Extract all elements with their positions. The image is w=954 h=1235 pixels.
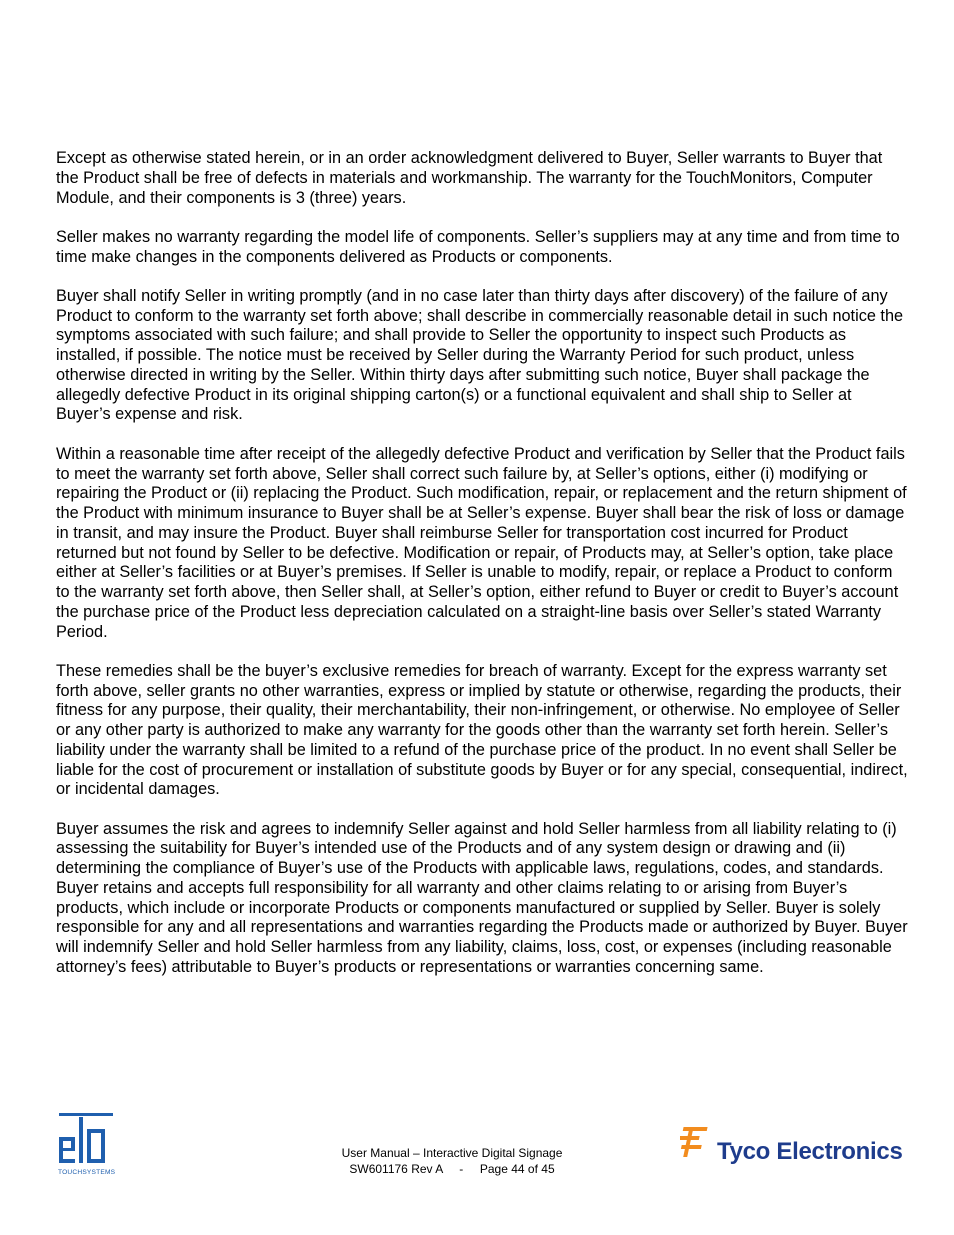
elo-touchsystems-logo <box>57 1109 117 1177</box>
page-footer <box>0 1105 954 1185</box>
paragraph-notification: Buyer shall notify Seller in writing promptly (and in no case later than thirty days after discovery) of the failure of any Product to conform to the warranty set forth above; shall describe in commercially reasonable detail in such notice the symptoms associated with such failure; and shall provide to Seller the opportunity to inspect such Products as installed, if possible. The notice must be received by Seller during the Warranty Period for such product, unless otherwise directed in writing by the Seller. Within thirty days after submitting such notice, Buyer shall package the allegedly defective Product in its original shipping carton(s) or a functional equivalent and shall ship to Seller at Buyer’s expense and risk. <box>56 286 904 424</box>
paragraph-correction: Within a reasonable time after receipt of the allegedly defective Product and verification by Seller that the Product fails to meet the warranty set forth above, Seller shall correct such failure by, at Seller’s options, either (i) modifying or repairing the Product or (ii) replacing the Product. Such modification, repair, or replacement and the return shipment of the Product with minimum insurance to Buyer shall be at Seller’s expense. Buyer shall bear the risk of loss or damage in transit, and may insure the Product. Buyer shall reimburse Seller for transportation cost incurred for Product returned but not found by Seller to be defective. Modification or repair, of Products may, at Seller’s option, take place either at Seller’s facilities or at Buyer’s premises. If Seller is unable to modify, repair, or replace a Product to conform to the warranty set forth above, then Seller shall, at Seller’s option, either refund to Buyer or credit to Buyer’s account the purchase price of the Product less depreciation calculated on a straight-line basis over Seller’s stated Warranty Period. <box>56 444 907 641</box>
elo-logo-icon <box>57 1109 117 1177</box>
paragraph-indemnification: Buyer assumes the risk and agrees to indemnify Seller against and hold Seller harmless from all liability relating to (i) assessing the suitability for Buyer’s intended use of the Products and of any system design or drawing and (ii) determining the compliance of Buyer’s use of the Products with applicable laws, regulations, codes, and standards. Buyer retains and accepts full responsibility for all warranty and other claims relating to or arising from Buyer’s products, which include or incorporate Products or components manufactured or supplied by Seller. Buyer is solely responsible for any and all representations and warranties regarding the Products made or authorized by Buyer. Buyer will indemnify Seller and hold Seller harmless from any liability, claims, loss, cost, or expenses (including reasonable attorney’s fees) attributable to Buyer’s products or representations or warranties concerning same. <box>56 819 908 976</box>
footer-revision-page: SW601176 Rev A - Page 44 of 45 <box>349 1162 555 1176</box>
document-body <box>56 149 908 997</box>
tyco-electronics-logo <box>680 1125 920 1175</box>
paragraph-model-life: Seller makes no warranty regarding the model life of components. Seller’s suppliers may at any time and from time to time make changes in the components delivered as Products or components. <box>56 227 900 266</box>
svg-text:TOUCHSYSTEMS: TOUCHSYSTEMS <box>58 1169 116 1176</box>
paragraph-warranty-term: Except as otherwise stated herein, or in an order acknowledgment delivered to Buyer, Seller warrants to Buyer that the Product shall be free of defects in materials and workmanship. The warranty for the TouchMonitors, Computer Module, and their components is 3 (three) years. <box>56 149 883 207</box>
paragraph-exclusive-remedies: These remedies shall be the buyer’s exclusive remedies for breach of warranty. Except for the express warranty set forth above, seller grants no other warranties, express or implied by statute or otherwise, regarding the products, their fitness for any purpose, their quality, their merchantability, their non-infringement, or otherwise. No employee of Seller or any other party is authorized to make any warranty for the goods other than the warranty set forth herein. Seller’s liability under the warranty shall be limited to a refund of the purchase price of the product. In no event shall Seller be liable for the cost of procurement or installation of substitute goods by Buyer or for any special, consequential, indirect, or incidental damages. <box>56 661 908 799</box>
footer-manual-title: User Manual – Interactive Digital Signage <box>341 1146 563 1160</box>
footer-document-info <box>302 1145 602 1177</box>
tyco-mark-icon <box>680 1125 714 1159</box>
tyco-wordmark: Tyco Electronics <box>717 1138 903 1165</box>
